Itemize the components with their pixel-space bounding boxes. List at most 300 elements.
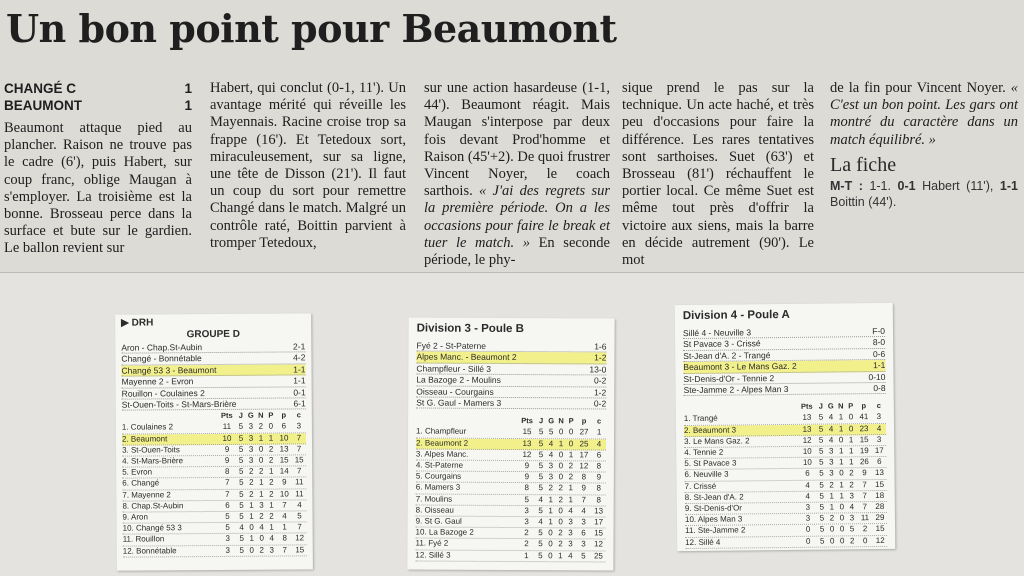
fiche-score: 1-1: [999, 179, 1018, 194]
stat-cell: 0: [805, 525, 811, 535]
score-goals: 1: [184, 81, 192, 96]
stat-cell: 5: [819, 536, 825, 546]
stat-cell: 18: [875, 490, 885, 500]
match-score: 0-2: [594, 375, 607, 386]
stat-cell: 0: [805, 536, 811, 546]
team-name: 2. Beaumont 2: [415, 438, 469, 448]
team-name: 9. St-Denis-d'Or: [684, 503, 743, 514]
stat-cell: 7: [282, 500, 287, 510]
column-header: N: [258, 411, 264, 421]
stat-cell: 6: [805, 469, 810, 479]
column-text: Beaumont attaque pied au plancher. Raison ne trouve pas le cadre (6'), puis Habert, sur coup franc, oblige Maugan à s'employer. La troisième est la bonne. Brosseau perce dans la surface et bute sur le gardien. Le ballon revient sur: [4, 120, 192, 257]
score-line-home: [4, 80, 192, 97]
stat-cell: 0: [259, 534, 264, 544]
stat-cell: 12: [593, 539, 603, 549]
fiche-text: Boittin (44').: [830, 195, 897, 210]
standings-table: [684, 412, 887, 549]
stat-cell: 2: [829, 480, 834, 490]
stat-cell: 1: [829, 502, 835, 512]
stat-cell: 2: [269, 511, 274, 521]
stat-cell: 26: [859, 457, 869, 467]
match-teams: St G. Gaul - Mamers 3: [416, 397, 502, 408]
stat-cell: 2: [862, 524, 868, 534]
stat-cell: 1: [596, 427, 602, 437]
stat-cell: 11: [295, 477, 304, 487]
team-name: 2. Beaumont: [121, 433, 168, 444]
fiche-label: M-T :: [830, 179, 863, 194]
stat-cell: 3: [269, 545, 275, 555]
stat-cell: 5: [238, 433, 244, 443]
stat-cell: 4: [538, 494, 543, 504]
stat-cell: 2: [249, 489, 254, 499]
stat-cell: 1: [848, 446, 854, 456]
match-score: 0-1: [293, 386, 306, 398]
team-name: 7. Crissé: [684, 481, 717, 491]
column-header: p: [581, 416, 587, 426]
stat-cell: 2: [849, 468, 854, 478]
match-teams: Mayenne 2 - Evron: [121, 376, 194, 387]
stat-cell: 12: [875, 535, 885, 545]
stat-cell: 4: [876, 423, 882, 433]
stat-cell: 13: [522, 438, 532, 448]
stat-cell: 15: [875, 479, 885, 489]
stat-cell: 1: [558, 550, 563, 560]
team-name: 6. Mamers 3: [415, 482, 461, 493]
stat-cell: 1: [838, 424, 844, 434]
stat-cell: 0: [568, 438, 574, 448]
team-name: 8. Chap.St-Aubin: [122, 501, 184, 511]
stat-cell: 0: [848, 423, 854, 433]
stat-cell: 10: [802, 446, 812, 456]
column-header: c: [296, 410, 301, 420]
stat-cell: 2: [568, 472, 574, 482]
team-name: 9. St G. Gaul: [415, 516, 462, 526]
stat-cell: 41: [859, 412, 869, 422]
article-column-1: [4, 80, 192, 258]
stat-cell: 5: [239, 545, 245, 555]
stat-cell: 4: [568, 506, 573, 516]
stat-cell: 2: [259, 545, 265, 555]
column-header: J: [818, 402, 823, 412]
article-column-5: [830, 80, 1018, 210]
stat-cell: 19: [859, 446, 869, 456]
standings-row: [123, 545, 307, 557]
stat-cell: 5: [238, 422, 244, 432]
stat-cell: 6: [225, 500, 230, 510]
team-name: 4. Tennie 2: [684, 447, 724, 458]
stat-cell: 6: [581, 528, 586, 538]
column-text: sique prend le pas sur la technique. Un acte haché, et très peu d'occasions pour faire la différence. Les rares tentatives sont sarthoises. Suet (63') et Brosseau (81') réchauffent le portier local. Ce même Suet est même tout près d'offrir la victoire aux siens, mais la barre en décide autrement (90'). Le mot: [622, 80, 814, 269]
match-score: 0-10: [868, 371, 886, 382]
team-name: 5. Courgains: [415, 471, 462, 481]
stat-cell: 5: [239, 478, 244, 488]
match-score: 1-2: [593, 387, 607, 398]
match-result: [416, 375, 606, 387]
match-teams: Rouillon - Coulaines 2: [121, 387, 205, 399]
stat-cell: 7: [225, 489, 230, 499]
stat-cell: 3: [828, 446, 834, 456]
stat-cell: 15: [522, 427, 532, 437]
team-name: 10. Changé 53 3: [122, 523, 182, 533]
stat-cell: 5: [819, 525, 825, 535]
match-score: 8-0: [872, 337, 886, 348]
stat-cell: 4: [596, 439, 602, 449]
stat-cell: 13: [279, 444, 289, 454]
stat-cell: 3: [581, 517, 586, 527]
stat-cell: 14: [279, 466, 289, 476]
stat-cell: 9: [596, 472, 602, 482]
stat-cell: 5: [818, 435, 824, 445]
standings-row: [415, 550, 605, 562]
stat-cell: 5: [239, 534, 244, 544]
match-teams: Champfleur - Sillé 3: [416, 363, 492, 374]
stat-cell: 12: [295, 533, 305, 543]
stat-cell: 17: [579, 450, 589, 460]
stat-cell: 4: [805, 480, 810, 490]
stat-cell: 3: [849, 491, 854, 501]
stat-cell: 0: [258, 455, 264, 465]
fiche-halftime: [830, 178, 1018, 210]
stat-cell: 3: [568, 517, 573, 527]
stat-cell: 1: [839, 457, 844, 467]
team-name: 11. Ste-Jamme 2: [685, 525, 746, 536]
column-text: sur une action hasardeuse (1-1, 44'). Beaumont réagit. Mais Maugan s'interpose par deux fois devant Prod'homme et Raison (45'+2). De quoi frustrer Vincent Noyer, le coach sarthois.: [424, 80, 610, 200]
stat-cell: 4: [548, 450, 554, 460]
stat-cell: 2: [268, 455, 274, 465]
stat-cell: 5: [238, 444, 244, 454]
stat-cell: 0: [568, 427, 574, 437]
stat-cell: 15: [295, 545, 305, 555]
stat-cell: 1: [249, 534, 254, 544]
stat-cell: 2: [548, 483, 554, 493]
match-teams: Changé 53 3 - Beaumont: [121, 364, 217, 376]
stat-cell: 3: [568, 528, 573, 538]
team-name: 8. St-Jean d'A. 2: [684, 492, 744, 502]
team-name: 3. Alpes Manc.: [415, 449, 469, 459]
stat-cell: 1: [269, 500, 274, 510]
stat-cell: 0: [862, 535, 868, 545]
match-teams: Changé - Bonnétable: [121, 353, 202, 365]
stat-cell: 17: [594, 517, 604, 527]
match-result: [416, 363, 606, 375]
column-header: p: [861, 401, 867, 411]
column-header: Pts: [521, 416, 533, 426]
stat-cell: 0: [839, 524, 845, 534]
score-team: BEAUMONT: [4, 98, 82, 113]
stat-cell: 3: [225, 534, 230, 544]
stat-cell: 12: [579, 461, 589, 471]
column-header: N: [838, 401, 844, 411]
division-title: Division 4 - Poule A: [682, 308, 790, 323]
stat-cell: 4: [259, 522, 264, 532]
match-score: 2-1: [293, 341, 306, 352]
match-result: [416, 386, 606, 398]
stat-cell: 0: [839, 502, 845, 512]
stat-cell: 1: [548, 506, 553, 516]
stat-cell: 3: [829, 457, 834, 467]
stat-cell: 8: [282, 533, 287, 543]
match-score: 6-1: [293, 398, 306, 409]
clipping-division-3: [407, 317, 614, 570]
stat-cell: 3: [829, 468, 834, 478]
stat-cell: 1: [282, 522, 287, 532]
stat-cell: 1: [848, 435, 854, 445]
group-title: GROUPE D: [186, 328, 240, 341]
column-header: G: [247, 411, 254, 421]
stat-cell: 11: [295, 489, 304, 499]
stat-cell: 28: [875, 502, 885, 512]
clipping-drh: [115, 313, 313, 570]
score-goals: 1: [184, 98, 192, 113]
stat-cell: 2: [249, 478, 254, 488]
match-teams: St Pavace 3 - Crissé: [683, 338, 761, 350]
column-header: J: [238, 411, 243, 421]
stat-cell: 10: [279, 433, 289, 443]
stat-cell: 1: [268, 466, 274, 476]
stat-cell: 0: [548, 539, 553, 549]
stat-cell: 1: [249, 511, 254, 521]
stat-cell: 5: [819, 502, 825, 512]
stat-cell: 0: [548, 528, 553, 538]
team-name: 12. Bonnétable: [122, 545, 177, 556]
stat-cell: 2: [568, 461, 574, 471]
stat-cell: 6: [877, 457, 882, 467]
stat-cell: 0: [268, 422, 274, 432]
match-teams: Beaumont 3 - Le Mans Gaz. 2: [683, 361, 797, 373]
standings-header: [416, 415, 606, 428]
stat-cell: 9: [524, 461, 530, 471]
stat-cell: 2: [849, 479, 854, 489]
stat-cell: 11: [222, 422, 232, 432]
stat-cell: 3: [259, 500, 264, 510]
team-name: 8. Oisseau: [415, 505, 454, 515]
stat-cell: 0: [829, 524, 835, 535]
match-score: F-0: [872, 325, 886, 337]
stat-cell: 0: [838, 435, 844, 445]
stat-cell: 6: [596, 450, 602, 460]
stat-cell: 3: [524, 505, 529, 515]
stat-cell: 25: [593, 551, 603, 561]
match-score: 0-2: [593, 398, 607, 409]
match-teams: St-Jean d'A. 2 - Trangé: [683, 349, 771, 361]
stat-cell: 1: [829, 491, 834, 501]
team-name: 12. Sillé 3: [415, 550, 451, 560]
stat-cell: 0: [558, 427, 564, 437]
stat-cell: 4: [269, 534, 274, 544]
fiche-text: 1-1.: [869, 179, 891, 194]
stat-cell: 7: [296, 466, 302, 476]
coach-quote: « C'est un bon point. Les gars ont montré du caractère dans un match équilibré. »: [830, 80, 1018, 148]
column-header: P: [848, 401, 854, 411]
stat-cell: 5: [538, 506, 543, 516]
stat-cell: 0: [829, 536, 835, 546]
stat-cell: 8: [596, 495, 601, 505]
column-header: Pts: [220, 411, 233, 421]
stat-cell: 4: [297, 500, 302, 510]
stat-cell: 4: [849, 502, 855, 512]
stat-cell: 1: [548, 517, 553, 527]
stat-cell: 3: [296, 421, 302, 431]
stat-cell: 5: [225, 511, 230, 521]
team-name: 5. Evron: [122, 467, 153, 477]
team-name: 11. Fyé 2: [415, 538, 449, 549]
stat-cell: 1: [548, 494, 553, 504]
stat-cell: 3: [876, 434, 882, 444]
stat-cell: 1: [524, 550, 529, 560]
stat-cell: 1: [568, 494, 573, 504]
stat-cell: 7: [225, 478, 230, 488]
stat-cell: 4: [828, 435, 834, 445]
stat-cell: 2: [259, 511, 264, 521]
clipping-division-4: [675, 303, 896, 551]
stat-cell: 1: [568, 450, 574, 460]
standings-table: [122, 422, 307, 558]
stat-cell: 3: [524, 517, 529, 527]
stat-cell: 5: [538, 427, 544, 437]
stat-cell: 3: [548, 461, 554, 471]
match-score: 1-2: [594, 352, 607, 363]
stat-cell: 2: [269, 489, 274, 499]
fiche-title: La fiche: [830, 153, 897, 176]
stat-cell: 13: [874, 468, 884, 478]
stat-cell: 4: [282, 511, 287, 521]
match-teams: Fyé 2 - St-Paterne: [416, 340, 486, 351]
stat-cell: 3: [805, 514, 811, 524]
stat-cell: 0: [839, 536, 845, 546]
stat-cell: 7: [296, 433, 302, 443]
stat-cell: 3: [548, 472, 554, 482]
stat-cell: 13: [802, 413, 812, 423]
column-text: Habert, qui conclut (0-1, 11'). Un avantage mérité qui réveille les Mayennais. Racine croise trop sa frappe (16'). Et Tetedoux sort, miraculeusement, sur sa ligne, une tête de Disson (21'). Il faut un coup du sort pour remettre Changé dans le match. Malgré un contrôle raté, Boittin parvient à tromper Tetedoux,: [210, 80, 406, 251]
column-header: G: [827, 401, 834, 411]
stat-cell: 27: [579, 427, 589, 437]
stat-cell: 5: [548, 427, 554, 437]
stat-cell: 0: [558, 472, 564, 482]
results-list: [121, 341, 305, 411]
stat-cell: 4: [538, 517, 543, 527]
stat-cell: 3: [248, 444, 254, 454]
stat-cell: 15: [294, 455, 304, 465]
results-list: [683, 326, 886, 397]
stat-cell: 1: [269, 522, 274, 532]
article: [0, 0, 1024, 273]
division-title: Division 3 - Poule B: [416, 322, 524, 336]
stat-cell: 4: [828, 412, 834, 422]
stat-cell: 15: [875, 524, 885, 534]
stat-cell: 2: [258, 466, 264, 476]
competition-label: ▶ DRH: [121, 317, 154, 329]
stat-cell: 8: [224, 467, 230, 477]
stat-cell: 1: [839, 480, 844, 490]
stat-cell: 5: [538, 528, 543, 538]
stat-cell: 3: [568, 539, 573, 549]
match-teams: Ste-Jamme 2 - Alpes Man 3: [683, 383, 789, 396]
stat-cell: 3: [248, 422, 254, 432]
match-teams: Oisseau - Courgains: [416, 386, 494, 397]
stat-cell: 1: [268, 433, 274, 443]
column-text: de la fin pour Vincent Noyer.: [830, 80, 1006, 96]
stat-cell: 2: [558, 528, 563, 538]
stat-cell: 13: [802, 424, 812, 434]
stat-cell: 2: [248, 466, 254, 477]
stat-cell: 4: [548, 438, 554, 448]
stat-cell: 8: [524, 483, 530, 493]
stat-cell: 1: [838, 412, 844, 422]
column-header: P: [568, 416, 574, 426]
stat-cell: 9: [224, 455, 230, 465]
stat-cell: 5: [819, 469, 824, 479]
stat-cell: 1: [258, 433, 264, 443]
stat-cell: 7: [862, 479, 867, 489]
stat-cell: 4: [568, 550, 573, 560]
stat-cell: 3: [581, 539, 586, 549]
stat-cell: 5: [297, 511, 302, 521]
stat-cell: 1: [259, 489, 264, 499]
team-name: 6. Neuville 3: [684, 470, 729, 480]
stat-cell: 5: [818, 424, 824, 434]
stat-cell: 7: [581, 495, 586, 505]
team-name: 7. Mayenne 2: [122, 489, 171, 500]
score-line-away: [4, 97, 192, 114]
column-header: J: [539, 416, 544, 426]
team-name: 3. St-Ouen-Toits: [122, 445, 180, 455]
stat-cell: 0: [558, 517, 563, 527]
match-teams: Sillé 4 - Neuville 3: [682, 327, 752, 339]
stat-cell: 4: [828, 424, 834, 434]
team-name: 1. Champfleur: [416, 426, 467, 437]
match-score: 4-2: [293, 352, 306, 363]
stat-cell: 5: [819, 480, 824, 490]
stat-cell: 5: [849, 524, 855, 534]
match-score: 1-1: [873, 360, 886, 371]
stat-cell: 5: [238, 467, 244, 477]
match-result: [416, 352, 606, 364]
stat-cell: 4: [805, 491, 810, 501]
stat-cell: 5: [239, 500, 244, 510]
match-score: 1-6: [594, 341, 607, 352]
stat-cell: 3: [876, 412, 882, 422]
stat-cell: 12: [802, 435, 812, 445]
stat-cell: 2: [258, 422, 264, 432]
stat-cell: 5: [538, 539, 543, 549]
column-header: p: [281, 410, 287, 420]
stat-cell: 5: [225, 523, 230, 533]
stat-cell: 5: [819, 491, 824, 501]
team-name: 10. Alpes Man 3: [684, 514, 743, 525]
column-header: Pts: [800, 402, 813, 412]
stat-cell: 7: [862, 491, 867, 501]
stat-cell: 1: [558, 438, 564, 448]
column-header: G: [548, 416, 555, 426]
team-name: 11. Rouillon: [122, 534, 165, 545]
stat-cell: 0: [249, 545, 255, 555]
stat-cell: 3: [805, 502, 811, 512]
match-score: 13-0: [589, 364, 607, 375]
stat-cell: 9: [581, 483, 587, 493]
article-column-2: [210, 80, 406, 252]
match-score: 0-6: [872, 348, 886, 359]
stat-cell: 0: [558, 506, 563, 516]
stat-cell: 5: [538, 449, 544, 460]
team-name: 1. Coulaines 2: [121, 422, 174, 433]
column-text: En seconde période, le phy-: [424, 234, 610, 269]
stat-cell: 17: [874, 446, 884, 456]
match-teams: St-Ouen-Toits - St-Mars-Brière: [121, 398, 237, 410]
results-list: [416, 341, 606, 410]
stat-cell: 0: [258, 444, 264, 454]
stat-cell: 7: [862, 502, 868, 512]
stat-cell: 4: [239, 523, 244, 533]
